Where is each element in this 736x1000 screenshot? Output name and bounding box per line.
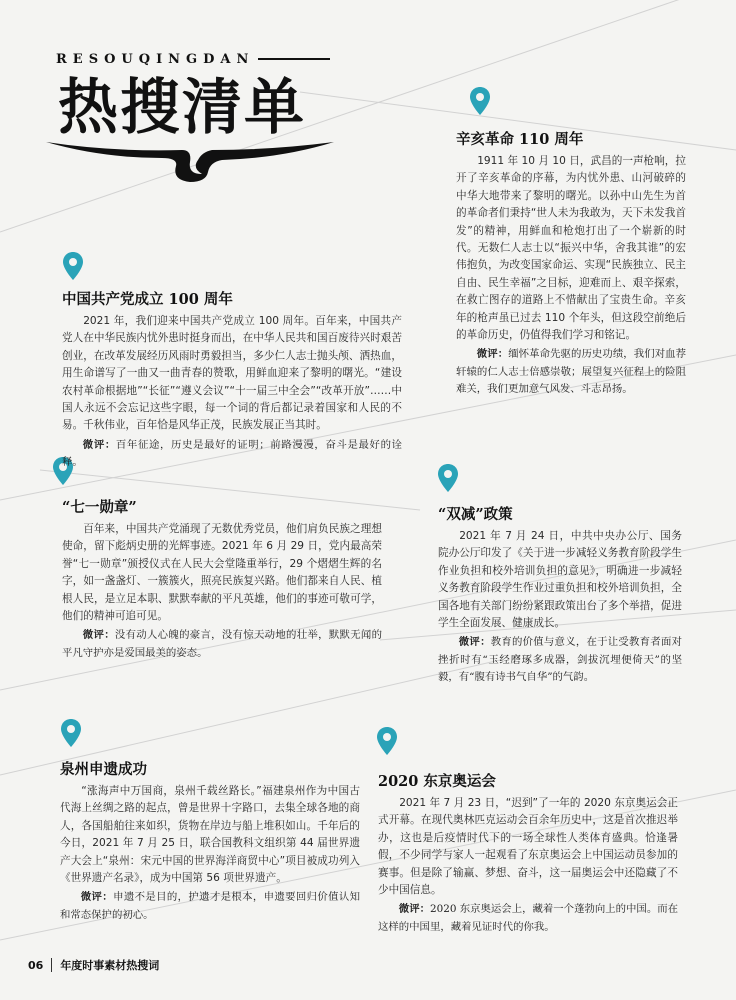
section-july-first-medal [62,496,382,662]
section-body: 百年来，中国共产党涌现了无数优秀党员，他们肩负民族之理想使命，留下彪炳史册的光辉事迹。2021 年 6 月 29 日，党内最高荣誉“七一勋章”颁授仪式在人民大会堂隆重举行，29 个熠熠生辉的名字，如一盏盏灯、一簇簇火，照亮民族复兴路。他们都来自人民、植根人民，是立足本职、默默奉献的平凡英雄，他们的事迹可敬可学，他们的精神可追可见。 [62,523,382,623]
location-pin-icon [376,726,398,756]
header-pinyin: RESOUQINGDAN [56,52,258,66]
section-title: 中国共产党成立 100 周年 [62,291,233,308]
page-title: 热搜清单 [58,73,306,143]
comment-label: 微评： [458,636,491,649]
comment-text: 百年征途，历史是最好的证明；前路漫漫，奋斗是最好的诠释。 [62,438,403,469]
section-quanzhou-heritage [60,758,360,924]
comment-text: 2020 东京奥运会上，藏着一个蓬勃向上的中国。而在这样的中国里，藏着见证时代的你我。 [378,903,678,933]
title-swash-ornament [42,138,338,186]
comment-text: 缅怀革命先驱的历史功绩，我们对血荐轩辕的仁人志士倍感崇敬；展望复兴征程上的险阻难关，我们更加意气风发、斗志昂扬。 [456,348,687,396]
section-body: “涨海声中万国商，泉州千载丝路长。”福建泉州作为中国古代海上丝绸之路的起点，曾是世界十字路口，去集全球各地的商人，各国船舶往来如织，货物在岸边与船上堆积如山。千年后的今日，2021 年 7 月 25 日，联合国教科文组织第 44 届世界遗产大会上“泉州：宋元中国的世界海洋商贸中心”项目被成功列入《世界遗产名录》，成为中国第 56 项世界遗产。 [60,785,360,885]
location-pin-icon [469,86,491,116]
location-pin-icon [437,463,459,493]
section-title: 泉州申遗成功 [60,761,147,778]
section-title: “双减”政策 [438,506,513,523]
section-tokyo-olympics [378,770,678,936]
comment-text: 申遗不是目的，护遗才是根本，申遗要回归价值认知和常态保护的初心。 [60,891,361,921]
section-double-reduction [438,503,682,687]
page-header [40,48,340,188]
section-comment [60,889,360,924]
comment-label: 微评： [476,348,509,361]
section-body: 2021 年 7 月 24 日，中共中央办公厅、国务院办公厅印发了《关于进一步减轻义务教育阶段学生作业负担和校外培训负担的意见》，明确进一步减轻义务教育阶段学生作业过重负担和校外培训负担，全国各地有关部门纷纷紧跟政策出台了多个举措，促进学生全面发展、健康成长。 [438,530,682,630]
comment-label: 微评： [82,629,115,642]
section-comment [62,437,402,472]
section-comment [62,627,382,662]
page-footer [28,954,159,976]
comment-text: 没有动人心魄的豪言，没有惊天动地的壮举，默默无闻的平凡守护亦是爱国最美的姿态。 [62,629,383,659]
comment-label: 微评： [398,903,430,916]
footer-title: 年度时事素材热搜词 [60,959,160,972]
page-number: 06 [28,958,44,972]
section-comment [378,901,678,936]
section-body: 2021 年 7 月 23 日，“迟到”了一年的 2020 东京奥运会正式开幕。在现代奥林匹克运动会百余年历史中，这是首次推迟举办，这也是后疫情时代下的一场全球性人类体育盛典。恰逢暑假，不少同学与家人一起观看了东京奥运会上中国运动员参加的赛事。但是除了输赢、梦想、奋斗，这一届奥运会中还隐藏了不少中国信息。 [378,797,678,897]
comment-label: 微评： [82,438,116,451]
comment-text: 教育的价值与意义，在于让受教育者面对挫折时有“玉经磨琢多成器，剑拔沉埋便倚天”的坚毅，有“腹有诗书气自华”的气韵。 [438,636,682,684]
section-title: “七一勋章” [62,499,137,516]
section-comment [456,346,686,398]
section-cpc-centenary [62,288,402,472]
comment-label: 微评： [80,891,114,904]
section-body: 1911 年 10 月 10 日，武昌的一声枪响，拉开了辛亥革命的序幕，为内忧外患、山河破碎的中华大地带来了黎明的曙光。以孙中山先生为首的革命者们秉持“世人未为我敢为，天下未发我首发”的精神，用鲜血和枪炮打出了一个崭新的时代。无数仁人志士以“振兴中华，舍我其谁”的宏伟抱负，为改变国家命运、实现“民族独立、民主自由、民生幸福”之目标，迎难而上、艰辛探索，在救亡图存的道路上不惜献出了宝贵生命。辛亥年的枪声虽已过去 110 个年头，但这段空前绝后的革命历史，仍值得我们学习和铭记。 [456,155,686,342]
location-pin-icon [62,251,84,281]
section-title: 辛亥革命 110 周年 [456,131,584,148]
footer-divider [51,958,52,972]
location-pin-icon [60,718,82,748]
section-title: 2020 东京奥运会 [378,773,496,790]
section-xinhai-revolution [456,128,686,399]
section-comment [438,634,682,686]
section-body: 2021 年，我们迎来中国共产党成立 100 周年。百年来，中国共产党人在中华民族内忧外患时挺身而出，在中华人民共和国百废待兴时艰苦创业，在改革发展经历风雨时勇毅担当，多少仁人志士抛头颅、洒热血，用生命谱写了一曲又一曲青春的赞歌，用鲜血迎来了黎明的曙光。“建设农村革命根据地”“长征”“遵义会议”“十一届三中全会”“改革开放”……中国人永远不会忘记这些字眼，每一个词的背后都记录着国家和人民的不易。千秋伟业，百年恰是风华正茂，民族发展正当其时。 [62,315,402,432]
